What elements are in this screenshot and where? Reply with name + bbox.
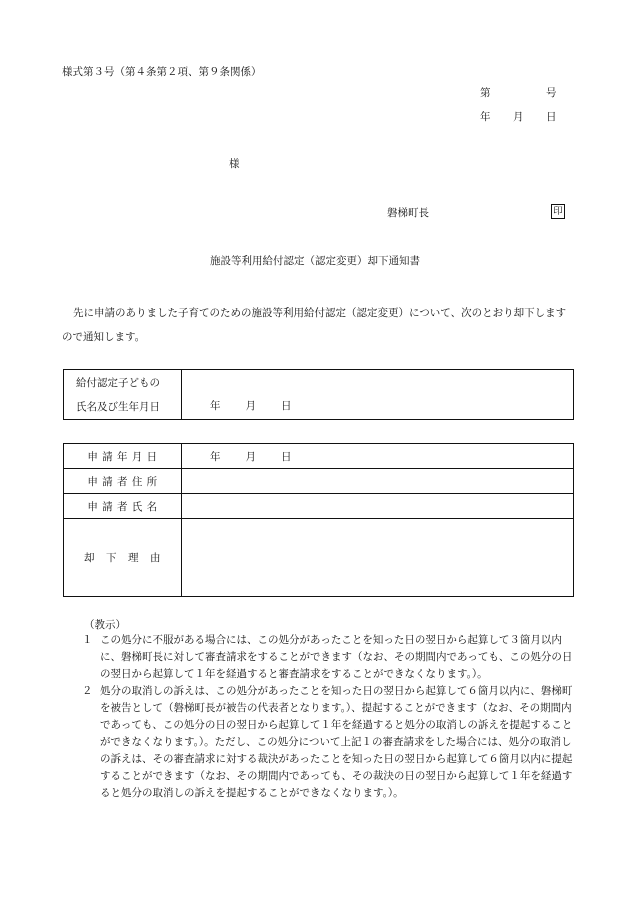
application-date-cell: [182, 444, 574, 469]
application-table: [63, 443, 574, 597]
application-date-month: 月: [245, 450, 256, 463]
applicant-address-cell: [182, 469, 574, 494]
instruction-text: 処分の取消しの訴えは、この処分があったことを知った日の翌日から起算して６箇月以内に、磐梯町を被告として（磐梯町長が被告の代表者となります。）、提起することができます（なお、その期間内であっても、この処分の日の翌日から起算して１年を経過すると処分の取消しの訴えを提起することができなくなります。）。ただし、この処分について上記１の審査請求をした場合には、処分の取消しの訴えは、その審査請求に対する裁決があったことを知った日の翌日から起算して６箇月以内に提起することができます（なお、その期間内であっても、その裁決の日の翌日から起算して１年を経過すると処分の取消しの訴えを提起することができなくなります。）。: [100, 685, 573, 799]
table-row: [64, 444, 574, 469]
issue-date-year: 年: [480, 111, 491, 123]
doc-number-suffix: 号: [546, 87, 557, 99]
row-label-rejection-reason: 却 下 理 由: [64, 519, 182, 597]
instruction-text: この処分に不服がある場合には、この処分があったことを知った日の翌日から起算して３箇月以内に、磐梯町長に対して審査請求をすることができます（なお、その期間内であっても、この処分の日の翌日から起算して１年を経過すると審査請求をすることができなくなります。）。: [100, 634, 573, 680]
issue-date-month: 月: [513, 111, 524, 123]
instruction-number: ２: [82, 685, 93, 697]
child-value-cell: [182, 370, 574, 420]
child-label-line1: 給付認定子どもの: [76, 376, 160, 389]
seal-mark: 印: [551, 204, 565, 219]
instruction-number: １: [82, 634, 93, 646]
child-dob-year: 年: [210, 400, 221, 412]
doc-number-prefix: 第: [480, 87, 491, 99]
form-number: 様式第３号（第４条第２項、第９条関係）: [62, 66, 262, 78]
row-label-applicant-name: 申 請 者 氏 名: [64, 494, 182, 519]
child-dob-month: 月: [245, 400, 256, 412]
row-label-applicant-address: 申 請 者 住 所: [64, 469, 182, 494]
child-label-line2: 氏名及び生年月日: [76, 400, 160, 413]
row-label-application-date: 申 請 年 月 日: [64, 444, 182, 469]
application-date-year: 年: [210, 450, 221, 463]
document-title: 施設等利用給付認定（認定変更）却下通知書: [210, 255, 420, 267]
applicant-name-cell: [182, 494, 574, 519]
rejection-reason-cell: [182, 519, 574, 597]
child-dob-day: 日: [281, 400, 292, 412]
child-info-table: [63, 369, 574, 420]
table-row: [64, 469, 574, 494]
issuer: 磐梯町長: [387, 207, 429, 219]
instructions-heading: （教示）: [84, 619, 126, 631]
table-row: [64, 519, 574, 597]
table-row: [64, 494, 574, 519]
issue-date-day: 日: [546, 111, 557, 123]
child-label-cell: [64, 370, 182, 420]
instruction-item: [82, 632, 574, 683]
body-text: 先に申請のありました子育てのための施設等利用給付認定（認定変更）について、次のとおり却下しますので通知します。: [62, 307, 567, 343]
instruction-item: [82, 683, 574, 802]
application-date-day: 日: [281, 450, 292, 463]
addressee-suffix: 様: [229, 158, 240, 170]
